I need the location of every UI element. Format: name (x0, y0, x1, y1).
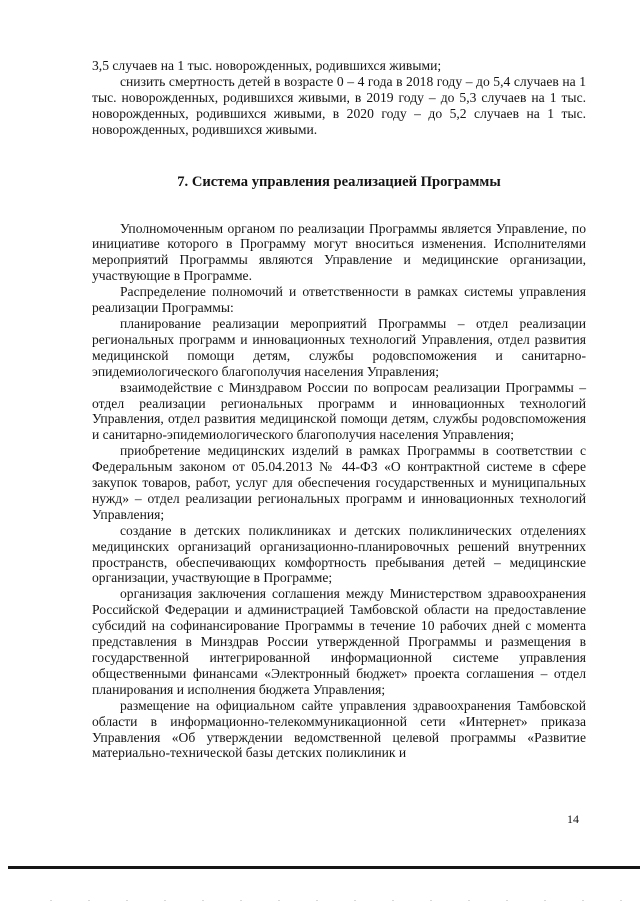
paragraph-7: организация заключения соглашения между Министерством здравоохранения Российской Федерации и администрацией Тамбовской области на предоставление субсидий на софинансирование Программы в течение 10 рабочих дней с момента представления в Минздрав России утвержденной Программы и размещения в государственной интегрированной информационной системе управления общественными финансами «Электронный бюджет» проекта соглашения – отдел планирования и исполнения бюджета Управления; (92, 586, 586, 697)
paragraph-2: Распределение полномочий и ответственности в рамках системы управления реализации Программы: (92, 284, 586, 316)
paragraph-3: планирование реализации мероприятий Программы – отдел реализации региональных программ и инновационных технологий Управления, отдел развития медицинской помощи детям, службы родовспоможения и санитарно-эпидемиологического благополучия населения Управления; (92, 315, 586, 379)
paragraph-8: размещение на официальном сайте управления здравоохранения Тамбовской области в информационно-телекоммуникационной сети «Интернет» приказа Управления «Об утверждении ведомственной целевой программы «Развитие материально-технической базы детских поликлиник и (92, 697, 586, 761)
paragraph-4: взаимодействие с Минздравом России по вопросам реализации Программы – отдел реализации региональных программ и инновационных технологий Управления, отдел развития медицинской помощи детям, службы родовспоможения и санитарно-эпидемиологического благополучия населения Управления; (92, 379, 586, 443)
page-bottom-rule (8, 866, 640, 869)
page-number: 14 (567, 812, 579, 826)
paragraph-1: Уполномоченным органом по реализации Программы является Управление, по инициативе которого в Программу могут вноситься изменения. Исполнителями мероприятий Программы являются Управление и медицинские организации, участвующие в Программе. (92, 220, 586, 284)
scan-artifact-line (50, 900, 630, 901)
intro-paragraph-2: снизить смертность детей в возрасте 0 – 4 года в 2018 году – до 5,4 случаев на 1 тыс. новорожденных, родившихся живыми, в 2019 году – до 5,3 случаев на 1 тыс. новорожденных, родившихся живыми, в 2020 году – до 5,2 случаев на 1 тыс. новорожденных, родившихся живыми. (92, 73, 586, 137)
section-title: 7. Система управления реализацией Программы (177, 173, 501, 190)
paragraph-6: создание в детских поликлиниках и детских поликлинических отделениях медицинских организаций организационно-планировочных решений внутренних пространств, обеспечивающих комфортность пребывания детей – медицинские организации, участвующие в Программе; (92, 522, 586, 586)
document-body (92, 58, 586, 761)
intro-paragraph-1: 3,5 случаев на 1 тыс. новорожденных, родившихся живыми; (92, 58, 442, 73)
paragraph-5: приобретение медицинских изделий в рамках Программы в соответствии с Федеральным законом от 05.04.2013 № 44-ФЗ «О контрактной системе в сфере закупок товаров, работ, услуг для обеспечения государственных и муниципальных нужд» – отдел реализации региональных программ и инновационных технологий Управления; (92, 443, 586, 522)
